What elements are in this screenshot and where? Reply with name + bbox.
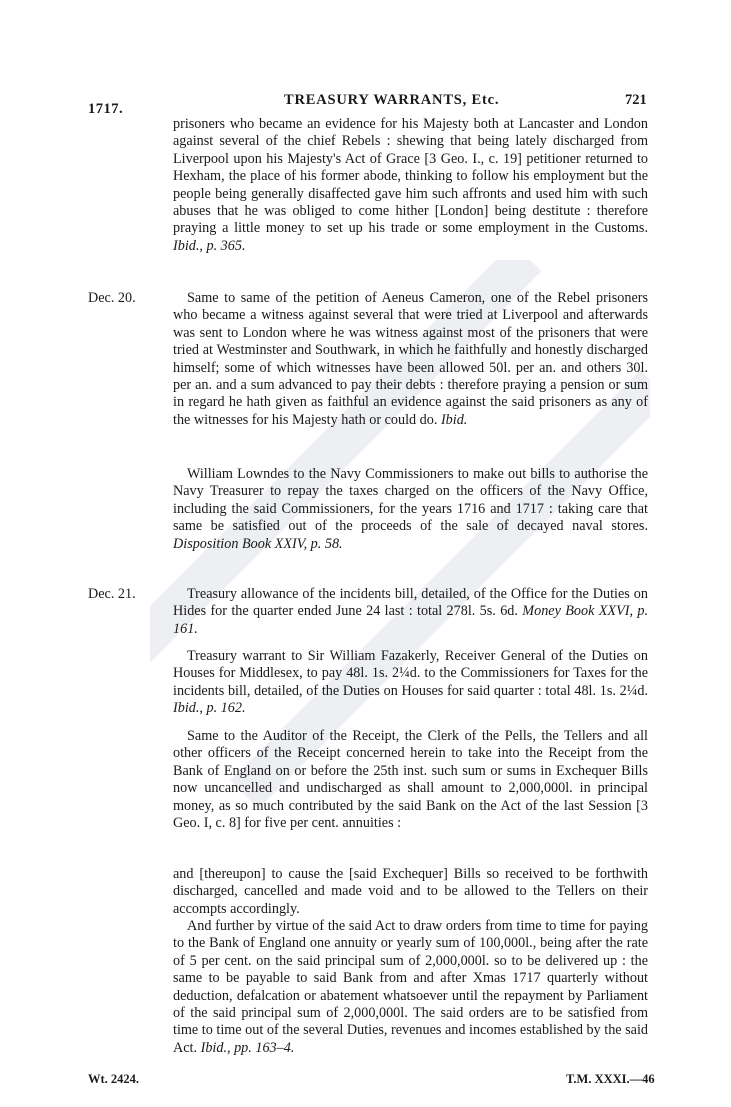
entry-date: Dec. 21.	[88, 586, 136, 602]
entry-text: Treasury allowance of the incidents bill, detailed, of the Office for the Duties on Hides for the quarter ended June 24 last : total 278l. 5s. 6d.	[173, 586, 648, 620]
entry-paragraph	[173, 918, 648, 1057]
entry-text: Treasury warrant to Sir William Fazakerly, Receiver General of the Duties on Houses for Middlesex, to pay 48l. 1s. 2¼d. to the Commissioners for Taxes for the incidents bill, detailed, of the Duties on Houses for said quarter : total 48l. 1s. 2¼d.	[173, 648, 648, 699]
entry-paragraph	[173, 648, 648, 718]
entry-text: William Lowndes to the Navy Commissioners to make out bills to authorise the Navy Treasurer to repay the taxes charged on the officers of the Navy Office, including the said Commissioners, for the years 1716 and 1717 : taking care that same be satisfied out of the proceeds of the sale of decayed naval stores.	[173, 466, 648, 535]
entry-paragraph	[173, 866, 648, 918]
entry-source: Ibid., pp. 163–4.	[200, 1039, 295, 1056]
entry-paragraph	[173, 466, 648, 553]
entry-source: Ibid.	[440, 411, 468, 428]
entry-paragraph	[173, 586, 648, 638]
entry-paragraph	[173, 290, 648, 429]
entry-paragraph	[173, 728, 648, 832]
entry-text: Same to same of the petition of Aeneus Cameron, one of the Rebel prisoners who became a witness against several that were tried at Liverpool and afterwards was sent to London where he was witness against most of the prisoners that were tried at Westminster and Southwark, in which he faithfully and honestly discharged himself; some of which witnesses have been allowed 50l. per an. and others 30l. per an. and a sum advanced to pay their debts : therefore praying a pension or sum in regard he hath given as faithful an evidence against the said prisoners as any of the witnesses for his Majesty hath or could do.	[173, 290, 648, 428]
entry-source: Disposition Book XXIV, p. 58.	[173, 535, 343, 552]
entry-text: and [thereupon] to cause the [said Exchequer] Bills so received to be forthwith discharged, cancelled and made void and to be allowed to the Tellers on their accompts accordingly.	[173, 866, 648, 917]
entry-text: prisoners who became an evidence for his Majesty both at Lancaster and London against several of the chief Rebels : shewing that being lately discharged from Liverpool upon his Majesty's Act of Grace [3 Geo. I., c. 19] petitioner returned to Hexham, the place of his former abode, thinking to follow his employment but the people being generally disaffected gave him such affronts and used him with such abuses that he was obliged to come hither [London] being destitute : therefore praying a little money to set up his trade or some employment in the Customs.	[173, 116, 648, 237]
entry-source: Money Book XXVI, p. 161.	[173, 603, 649, 637]
entry-text: And further by virtue of the said Act to draw orders from time to time for paying to the Bank of England one annuity or yearly sum of 100,000l., being after the rate of 5 per cent. on the said principal sum of 2,000,000l. so to be delivered up : the same to be payable to said Bank from and after Xmas 1717 quarterly without deduction, defalcation or abatement whatsoever until the repayment by Parliament of the said principal sum of 2,000,000l. The said orders are to be satisfied from time to time out of the several Duties, revenues and incomes established by the said Act.	[173, 918, 648, 1056]
running-title: TREASURY WARRANTS, Etc.	[284, 92, 500, 108]
footer-signature: T.M. XXXI.—46	[566, 1072, 655, 1086]
entry-source: Ibid., p. 162.	[173, 700, 246, 717]
page-number: 721	[625, 92, 647, 108]
footer-print-mark: Wt. 2424.	[88, 1072, 140, 1086]
entry-continuation	[173, 116, 648, 255]
entry-text: Same to the Auditor of the Receipt, the Clerk of the Pells, the Tellers and all other officers of the Receipt concerned herein to take into the Receipt from the Bank of England on or before the 25th inst. such sum or sums in Exchequer Bills now uncancelled and undischarged as shall amount to 2,000,000l. in principal money, as so much contributed by the said Bank on the Act of the last Session [3 Geo. I, c. 8] for five per cent. annuities :	[173, 728, 648, 832]
header-year: 1717.	[88, 101, 124, 117]
entry-date: Dec. 20.	[88, 290, 136, 306]
entry-source: Ibid., p. 365.	[173, 237, 246, 254]
